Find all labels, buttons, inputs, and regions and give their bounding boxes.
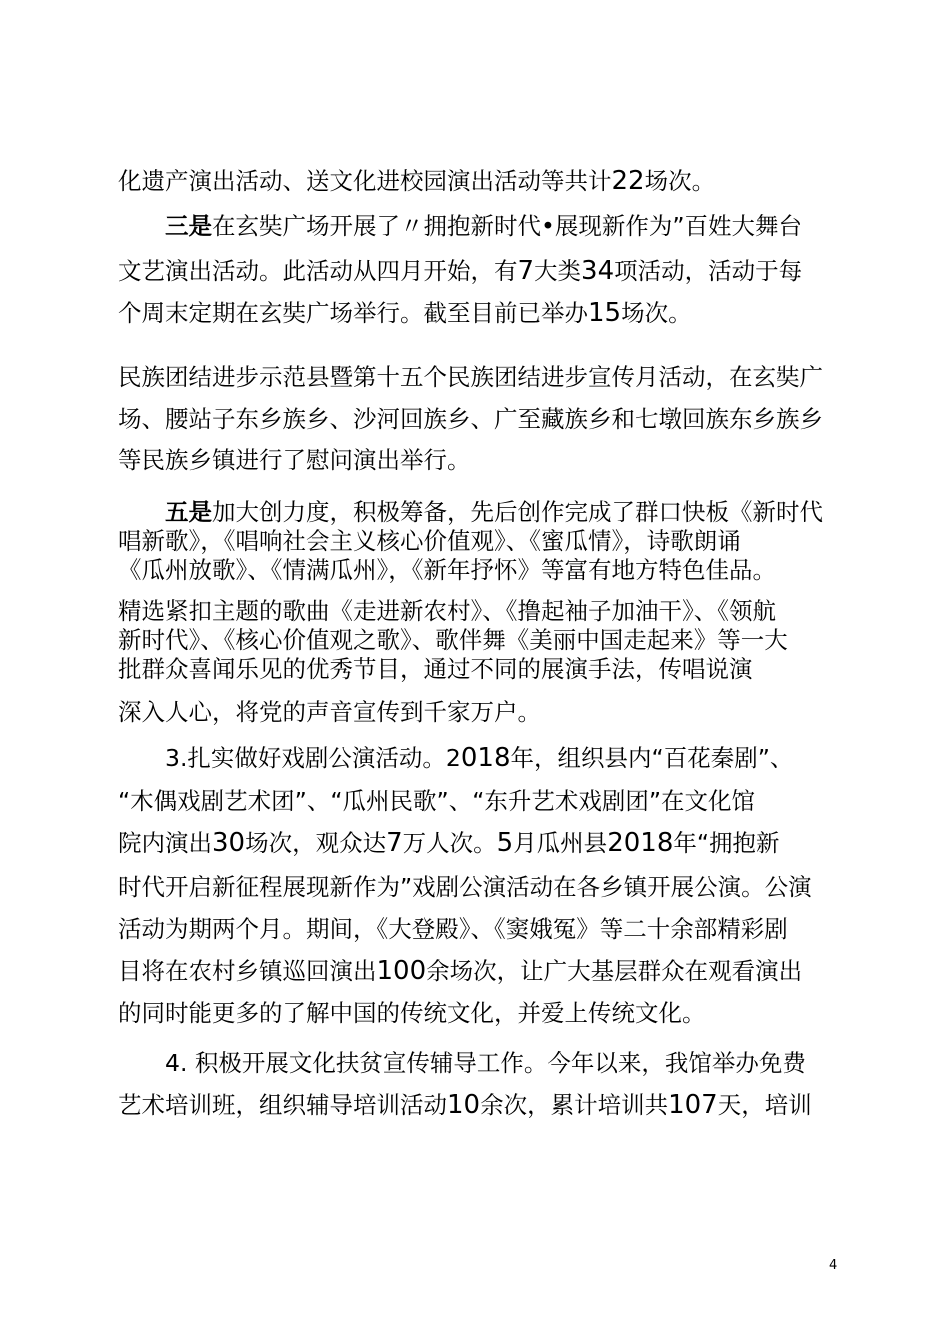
text-line: 3.扎实做好戏剧公演活动。2018年，组织县内“百花秦剧”、: [165, 743, 794, 773]
text-line: 化遗产演出活动、送文化进校园演出活动等共计22场次。: [118, 166, 716, 196]
text-line: 《瓜州放歌》、《情满瓜州》，《新年抒怀》等富有地方特色佳品。: [118, 556, 776, 584]
text-line: 民族团结进步示范县暨第十五个民族团结进步宣传月活动，在玄奘广: [118, 363, 823, 391]
text-line: 唱新歌》，《唱响社会主义核心价值观》、《蜜瓜情》，诗歌朗诵: [118, 527, 741, 555]
text-line: 新时代》、《核心价值观之歌》、歌伴舞《美丽中国走起来》等一大: [118, 626, 788, 654]
text-line: 4. 积极开展文化扶贫宣传辅导工作。今年以来，我馆举办免费: [165, 1049, 806, 1077]
text-line: 批群众喜闻乐见的优秀节目，通过不同的展演手法，传唱说演: [118, 655, 753, 683]
text-line: 深入人心，将党的声音宣传到千家万户。: [118, 698, 541, 726]
text-line: 艺术培训班，组织辅导培训活动10余次，累计培训共107天，培训: [118, 1090, 812, 1120]
text-line: 院内演出30场次，观众达7万人次。5月瓜州县2018年“拥抱新: [118, 828, 780, 858]
text-line: 目将在农村乡镇巡回演出100余场次，让广大基层群众在观看演出: [118, 956, 803, 986]
text-line: 个周末定期在玄奘广场举行。截至目前已举办15场次。: [118, 298, 692, 328]
text-line: “木偶戏剧艺术团”、“瓜州民歌”、“东升艺术戏剧团”在文化馆: [118, 787, 756, 815]
text-line: 等民族乡镇进行了慰问演出举行。: [118, 446, 471, 474]
text-line: 活动为期两个月。期间，《大登殿》、《窦娥冤》等二十余部精彩剧: [118, 915, 788, 943]
text-line: 三是在玄奘广场开展了〃拥抱新时代•展现新作为”百姓大舞台: [165, 212, 803, 240]
page-number: 4: [829, 1258, 838, 1273]
text-line: 五是加大创力度，积极筹备，先后创作完成了群口快板《新时代: [165, 498, 823, 526]
text-line: 时代开启新征程展现新作为”戏剧公演活动在各乡镇开展公演。公演: [118, 873, 812, 901]
text-line: 的同时能更多的了解中国的传统文化，并爱上传统文化。: [118, 999, 706, 1027]
text-line: 文艺演出活动。此活动从四月开始，有7大类34项活动，活动于每: [118, 256, 803, 286]
text-line: 精选紧扣主题的歌曲《走进新农村》、《撸起袖子加油干》、《领航: [118, 597, 776, 625]
text-line: 场、腰站子东乡族乡、沙河回族乡、广至藏族乡和七墩回族东乡族乡: [118, 405, 823, 433]
